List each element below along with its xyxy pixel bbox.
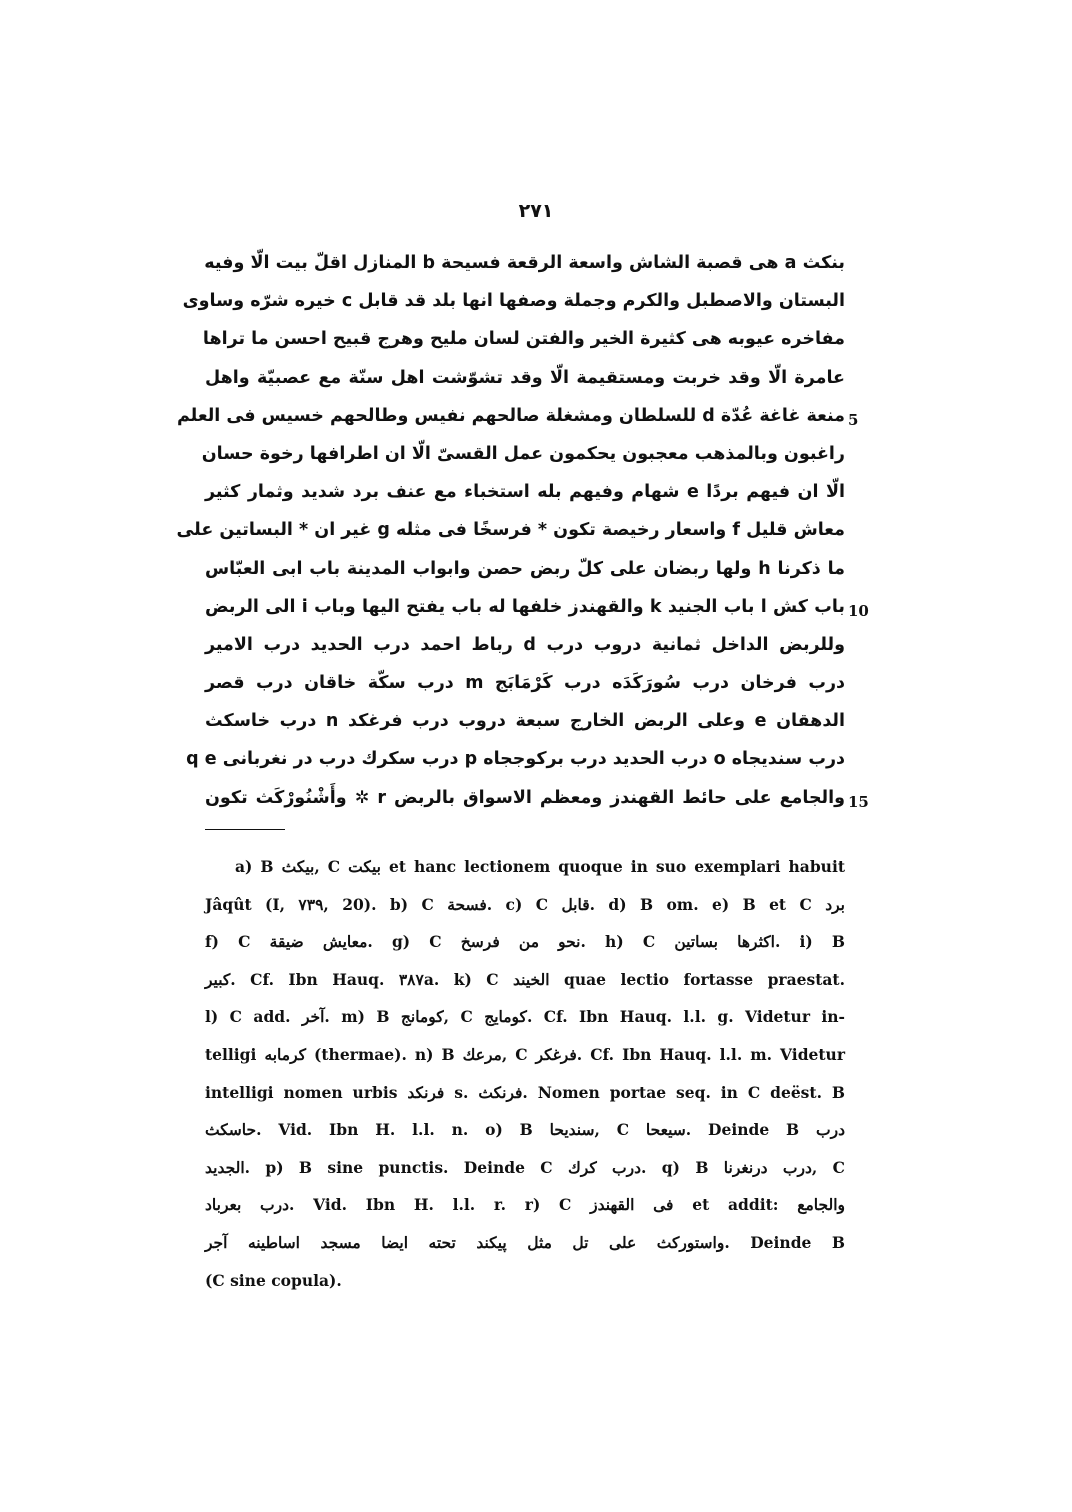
text-line: عامرة الّا وقد خربت ومستقيمة الّا وقد تشوّشت اهل سنّة مع عصبيّة واهل [205,367,845,388]
footnote-line: a) B بيكث, C بيكت et hanc lectionem quoque in suo exemplari habuit [235,857,845,876]
text-line: وللربض الداخل ثمانية دروب درب d رباط احمد درب الحديد درب الامير [205,634,845,655]
footnote-line: الجديد. p) B sine punctis. Deinde C درب كرك. q) B درب درنغرنا, C [205,1157,845,1177]
text-line: منعة غاغة عُدّة d للسلطان ومشغلة صالحهم نفيس وطالحهم خسيس فى العلم [176,405,845,426]
text-line: الّا ان فيهم بردًا e شهام وفيهم بله استخباء مع عنف برد شديد وثمار كثير [205,482,845,503]
line-number-5: 5 [848,411,859,429]
text-line: باب كش l باب الجنيد k والقهندز خلفها له باب يفتح اليها وباب i الى الربض [205,596,845,617]
text-line: درب سنديجاه o درب الحديد درب بركوججاه p درب سكرك درب در نغربانى q e [186,749,845,770]
line-number-15: 15 [848,793,869,811]
text-line: ما ذكرنا h ولها ربضان على كلّ ربض حصن وابواب المدينة باب ابى العبّاس [205,558,846,579]
footnote-line: درب بعرباد. Vid. Ibn H. l.l. r. r) C فى القهندز et addit: والجامع [205,1195,845,1215]
footnote-line: telligi كرمابه (thermae). n) B مرعك, C فرغكر. Cf. Ibn Hauq. l.l. m. Videtur [205,1044,845,1064]
page-number: ٢٧١ [518,200,554,222]
text-line: الدهقان e وعلى الربض الخارج سبعة دروب درب فرغكد n درب خاسكث [205,711,845,732]
text-line: مفاخره عيوبه هى كثيرة الخير والفتن لسان مليح وهرج قبيح احسن ما تراها [202,329,845,350]
text-line: البستان والاصطبل والكرم وجملة وصفها انها بلد قد قابل c خيره شرّه وساوى [182,291,845,312]
text-line: والجامع على حائط القهندز ومعظم الاسواق بالربض r ✲ وأَشْنُورْكَث تكون [205,787,845,808]
footnote-line: واستوركث على تل مثل پيكند تحته ايضا مسجد اساطينه آجر. Deinde B [205,1232,845,1252]
footnote-line: حاسكث. Vid. Ibn H. l.l. n. o) B سنديحا, C سيعحا. Deinde B درب [205,1120,845,1140]
arabic-main-text [176,244,846,817]
footnote-line: (C sine copula). [205,1270,342,1290]
footnotes [205,848,845,1299]
text-line: درب فرخان درب سُورَكَدَه درب كَرْمَابَج m درب سكّة خاقان درب قصر [205,673,846,694]
footnote-line: l) C add. آخر. m) B كومانج, C كومايج. Cf. Ibn Hauq. l.l. g. Videtur in- [205,1007,845,1027]
line-number-10: 10 [848,602,869,620]
footnote-line: f) C معايش ضيقة. g) C نحو من فرسخ. h) C اكثرها بساتين. i) B [205,932,846,952]
footnote-separator [205,829,285,830]
footnote-line: كبير. Cf. Ibn Hauq. ٣٨٧a. k) C الخيند quae lectio fortasse praestat. [205,969,845,989]
text-line: معاش قليل f واسعار رخيصة تكون * فرسخًا فى مثله g غير ان * البساتين على [176,520,845,541]
footnote-line: Jâqût (I, ٧٣٩, 20). b) C فسحة. c) C قابل. d) B om. e) B et C برد [205,894,845,914]
text-line: راغبون وبالمذهب معجبون يحكمون عمل القسىّ الّا ان اطرافها رخوة حسان [201,443,845,464]
footnote-line: intelligi nomen urbis فرنكد s. فرنكث. Nomen portae seq. in C deëst. B [205,1082,845,1102]
text-line: بنكث a هى قصبة الشاش واسعة الرقعة فسيحة b المنازل اقلّ بيت الّا وفيه [204,253,845,273]
